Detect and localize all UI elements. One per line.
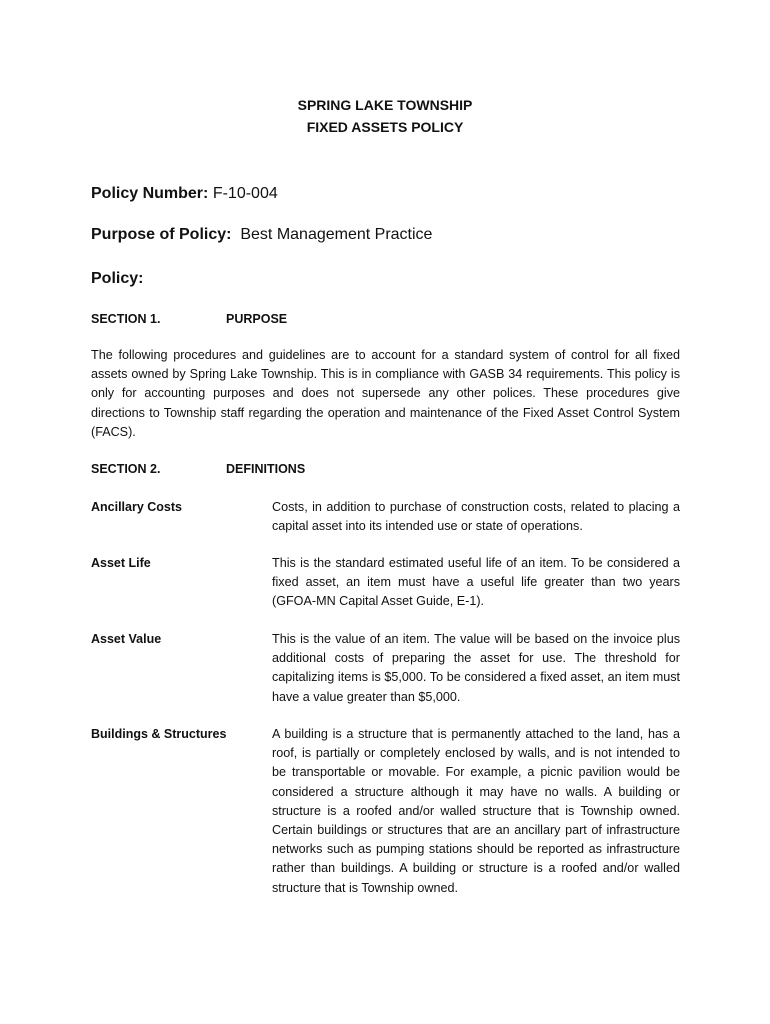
organization-title: SPRING LAKE TOWNSHIP <box>297 97 473 113</box>
definition-text-asset-life: This is the standard estimated useful life of an item. To be considered a fixed asset, an item must have a useful life greater than two years (GFOA-MN Capital Asset Guide, E-1). <box>272 556 680 609</box>
policy-number-label: Policy Number: <box>91 185 209 202</box>
section-1-title: PURPOSE <box>226 312 288 326</box>
section-1-text: The following procedures and guidelines are to account for a standard system of control for all fixed assets owned by Spring Lake Township. This is in compliance with GASB 34 requirements. This policy is only for accounting purposes and does not supersede any other polices. These procedures give directions to Township staff regarding the operation and maintenance of the Fixed Asset Control System (FACS). <box>91 348 680 439</box>
section-2-number: SECTION 2. <box>91 462 161 476</box>
purpose-value: Best Management Practice <box>240 226 433 243</box>
definition-term-asset-life: Asset Life <box>91 556 151 570</box>
definition-term-ancillary-costs: Ancillary Costs <box>91 500 183 514</box>
purpose-line <box>91 225 432 245</box>
definition-text-asset-value: This is the value of an item. The value will be based on the invoice plus additional costs of preparing the asset for use. The threshold for capitalizing items is $5,000. To be considered a fixed asset, an item must have a value greater than $5,000. <box>272 632 680 704</box>
purpose-label: Purpose of Policy: <box>91 226 232 243</box>
definition-text-buildings-structures: A building is a structure that is permanently attached to the land, has a roof, is partially or completely enclosed by walls, and is not intended to be transportable or movable. For example, a picnic pavilion would be considered a structure although it may have no walls. A building or structure is a roofed and/or walled structure that is Township owned. Certain buildings or structures that are an ancillary part of infrastructure networks such as pumping stations should be reported as infrastructure rather than buildings. A building or structure is a roofed and/or walled structure that is Township owned. <box>272 727 680 895</box>
definition-term-asset-value: Asset Value <box>91 632 162 646</box>
policy-number-line <box>91 184 278 204</box>
policy-heading: Policy: <box>91 270 144 287</box>
definition-text-ancillary-costs: Costs, in addition to purchase of construction costs, related to placing a capital asset into its intended use or state of operations. <box>272 500 680 534</box>
policy-title: FIXED ASSETS POLICY <box>306 119 464 135</box>
section-1-number: SECTION 1. <box>91 312 161 326</box>
section-1-heading <box>91 311 288 328</box>
policy-number-value: F-10-004 <box>212 185 278 202</box>
section-2-heading <box>91 461 306 478</box>
section-2-title: DEFINITIONS <box>226 462 306 476</box>
definition-term-buildings-structures: Buildings & Structures <box>91 727 227 741</box>
